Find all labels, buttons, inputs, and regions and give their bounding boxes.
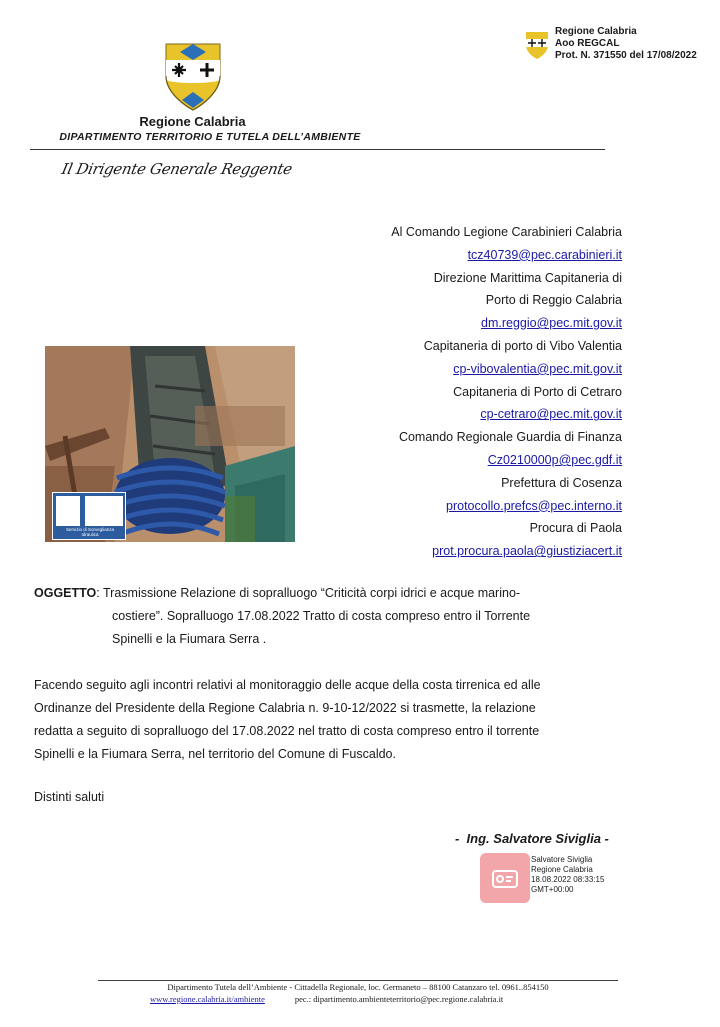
recipient-name: Procura di Paola xyxy=(529,521,622,536)
footer-contacts xyxy=(150,994,503,1004)
signature-name: - Ing. Salvatore Siviglia - xyxy=(455,831,609,846)
protocol-logo-icon xyxy=(524,30,550,60)
recipient-name: Prefettura di Cosenza xyxy=(501,475,622,490)
recipient-email[interactable]: cp-vibovalentia@pec.mit.gov.it xyxy=(453,361,622,376)
photo-watermark-badge xyxy=(52,492,126,540)
subject-line-3: Spinelli e la Fiumara Serra . xyxy=(112,632,267,646)
digital-signature-details: Salvatore Siviglia Regione Calabria 18.08.2022 08:33:15 GMT+00:00 xyxy=(531,855,605,894)
digital-signature-seal-icon xyxy=(480,853,530,903)
recipient-name: Comando Regionale Guardia di Finanza xyxy=(398,430,622,445)
recipient-email[interactable]: cp-cetraro@pec.mit.gov.it xyxy=(480,407,622,422)
protocol-line-1: Regione Calabria xyxy=(555,26,637,37)
regione-calabria-logo xyxy=(162,40,224,112)
protocol-stamp xyxy=(555,26,697,62)
body-line-4: Spinelli e la Fiumara Serra, nel territorio del Comune di Fuscaldo. xyxy=(34,747,396,761)
recipient-name: Porto di Reggio Calabria xyxy=(485,293,622,308)
header-divider xyxy=(30,149,605,150)
recipient-email[interactable]: Cz0210000p@pec.gdf.it xyxy=(487,452,622,467)
protocol-line-2: Aoo REGCAL xyxy=(555,38,620,49)
department-name: DIPARTIMENTO TERRITORIO E TUTELA DELL’AMBIENTE xyxy=(59,131,361,143)
badge-logo-calabria xyxy=(85,496,123,526)
subject-line-1: : Trasmissione Relazione di sopralluogo “Criticità corpi idrici e acque marino- xyxy=(96,586,521,600)
protocol-line-3: Prot. N. 371550 del 17/08/2022 xyxy=(555,50,697,61)
badge-caption: Servizio di Sorveglianza Idraulica xyxy=(65,527,115,537)
closing-greeting: Distinti saluti xyxy=(34,790,105,804)
recipient-name: Capitaneria di Porto di Cetraro xyxy=(453,384,622,399)
footer-website-link[interactable]: www.regione.calabria.it/ambiente xyxy=(150,994,265,1004)
recipient-name: Direzione Marittima Capitaneria di xyxy=(433,270,622,285)
footer-divider xyxy=(98,980,618,981)
subject-line-2: costiere”. Sopralluogo 17.08.2022 Tratto di costa compreso entro il Torrente xyxy=(112,609,531,623)
org-name: Regione Calabria xyxy=(139,114,246,129)
director-title: Il Dirigente Generale Reggente xyxy=(60,160,294,178)
subject-label: OGGETTO xyxy=(34,586,97,600)
body-line-3: redatta a seguito di sopralluogo del 17.08.2022 nel tratto di costa compreso entro il torrente xyxy=(34,724,540,738)
recipient-name: Capitaneria di porto di Vibo Valentia xyxy=(423,338,622,353)
badge-logo-regione xyxy=(56,496,80,526)
recipient-email[interactable]: tcz40739@pec.carabinieri.it xyxy=(467,247,622,262)
recipients-block xyxy=(300,221,622,563)
body-paragraph xyxy=(34,674,638,766)
recipient-email[interactable]: dm.reggio@pec.mit.gov.it xyxy=(481,316,622,331)
body-line-1: Facendo seguito agli incontri relativi al monitoraggio delle acque della costa tirrenica ed alle xyxy=(34,678,541,692)
body-line-2: Ordinanze del Presidente della Regione Calabria n. 9-10-12/2022 si trasmette, la relazione xyxy=(34,701,536,715)
recipient-name: Al Comando Legione Carabinieri Calabria xyxy=(391,225,622,239)
recipient-email[interactable]: protocollo.prefcs@pec.interno.it xyxy=(446,498,622,513)
subject-block xyxy=(34,582,638,651)
recipient-email[interactable]: prot.procura.paola@giustiziacert.it xyxy=(432,544,622,559)
footer-pec: pec.: dipartimento.ambienteterritorio@pec.regione.calabria.it xyxy=(294,994,504,1004)
footer-address: Dipartimento Tutela dell’Ambiente - Cittadella Regionale, loc. Germaneto – 88100 Catanzaro tel. 0961..854150 xyxy=(167,982,549,992)
